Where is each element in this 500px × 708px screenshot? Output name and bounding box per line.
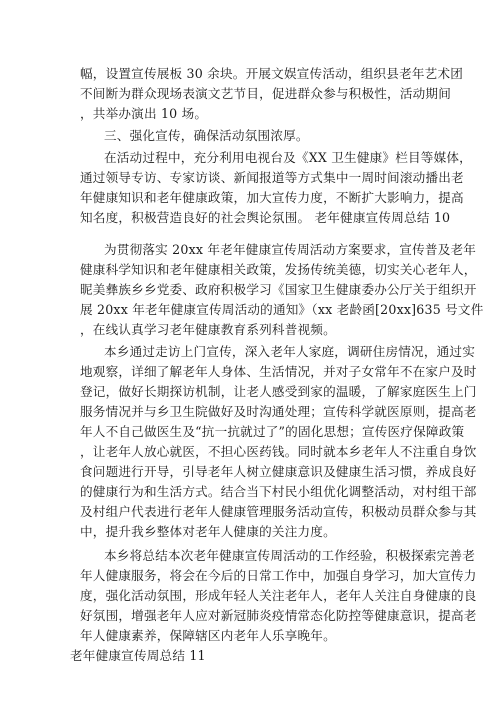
text-line: ，共举办演出 10 场。 (80, 106, 208, 121)
text-line: 幅，设置宣传展板 30 余块。开展文娱宣传活动，组织县老年艺术团 (80, 66, 464, 81)
text-line: 年人健康服务，将会在今后的日常工作中，加强自身学习，加大宣传力 (80, 568, 477, 583)
text-line: 服务情况并与乡卫生院做好及时沟通处理；宣传科学就医原则，提高老 (80, 404, 477, 419)
text-line: 为贯彻落实 20xx 年老年健康宣传周活动方案要求，宣传普及老年 (104, 242, 477, 257)
section-heading: 三、强化宣传，确保活动氛围浓厚。 (104, 128, 309, 143)
text-line: 地观察，详细了解老年人身体、生活情况，并对子女常年不在家户及时 (80, 364, 477, 379)
text-line: 好氛围，增强老年人应对新冠肺炎疫情常态化防控等健康意识，提高老 (80, 608, 477, 623)
text-line: 昵美彝族乡乡党委、政府积极学习《国家卫生健康委办公厅关于组织开 (80, 282, 477, 297)
text-line: 年人不自己做医生及“抗一抗就过了”的固化思想；宣传医疗保障政策 (80, 424, 465, 439)
text-line: 年人健康素养，保障辖区内老年人乐享晚年。 (80, 628, 336, 643)
text-line: 及村组户代表进行老年人健康管理服务活动宣传，积极动员群众参与其 (80, 504, 477, 519)
text-line: ，在线认真学习老年健康教育系列科普视频。 (80, 322, 336, 337)
text-line: 登记，做好长期探访机制，让老人感受到家的温暖，了解家庭医生上门 (80, 384, 477, 399)
text-line: 在活动过程中，充分利用电视台及《XX 卫生健康》栏目等媒体， (104, 150, 472, 165)
text-line: 本乡将总结本次老年健康宣传周活动的工作经验，积极探索完善老 (104, 548, 476, 563)
text-line: 食问题进行开导，引导老年人树立健康意识及健康生活习惯，养成良好 (80, 464, 477, 479)
text-line: 的健康行为和生活方式。结合当下村民小组优化调整活动，对村组干部 (80, 484, 477, 499)
text-line: 不间断为群众现场表演文艺节目，促进群众参与积极性，活动期间 (80, 86, 452, 101)
text-line: 中，提升我乡整体对老年人健康的关注力度。 (80, 524, 336, 539)
section-title: 老年健康宣传周总结 11 (70, 648, 206, 663)
text-line: 展 20xx 年老年健康宣传周活动的通知》（xx 老龄函[20xx]635 号文件 (80, 302, 484, 317)
text-line: 度，强化活动氛围，形成年轻人关注老年人，老年人关注自身健康的良 (80, 588, 477, 603)
text-line: 健康科学知识和老年健康相关政策，发扬传统美德，切实关心老年人， (80, 262, 477, 277)
text-line: 通过领导专访、专家访谈、新闻报道等方式集中一周时间滚动播出老 (80, 170, 464, 185)
text-line: ，让老年人放心就医，不担心医药钱。同时就本乡老年人不注重自身饮 (80, 444, 477, 459)
text-line: 本乡通过走访上门宣传，深入老年人家庭，调研住房情况，通过实 (104, 344, 476, 359)
text-line: 知名度，积极营造良好的社会舆论氛围。 老年健康宣传周总结 10 (80, 210, 451, 225)
text-line: 年健康知识和老年健康政策，加大宣传力度，不断扩大影响力，提高 (80, 190, 464, 205)
